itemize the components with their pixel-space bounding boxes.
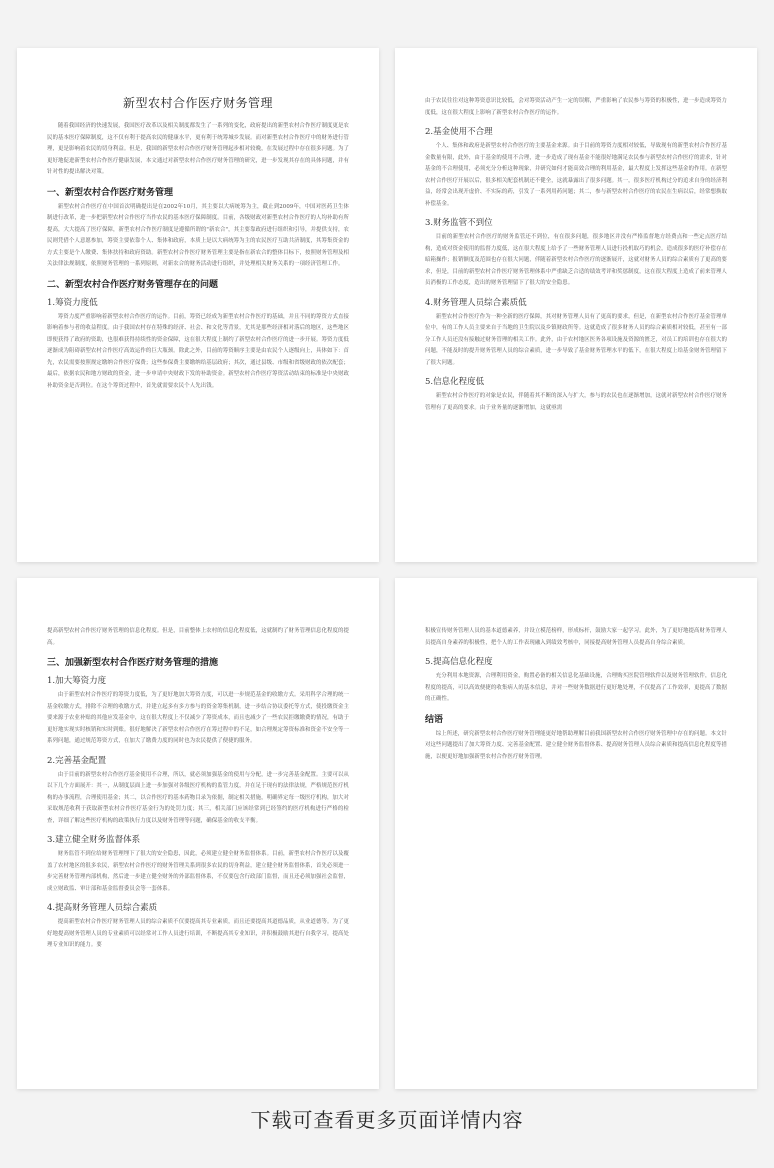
section-heading: 一、新型农村合作医疗财务管理 xyxy=(47,187,174,198)
document-page-2 xyxy=(395,48,757,562)
paragraph: 新型农村合作医疗的对象是农民，伴随着其不断的深入与扩大，参与的农民也在逐渐增加，这就对新型农村合作医疗财务管理有了更高的要求。由于业务量的逐渐增加，这就亟需 xyxy=(425,393,727,411)
paragraph: 新型农村合作医疗作为一种全新的医疗保障，其对财务管理人员有了更高的要求，但是，在新型农村合作医疗基金管理单位中，有的工作人员主要来自于当地的卫生院以及乡镇财政所等。这就造成了很多财务人员的综合素质相对较低，甚至有一部分工作人员还没有接触过财务管理的相关工作。此外，由于农村地区医务各项设施及资源的匮乏，对员工的培训也存在很大的问题，不能及时的提升财务管理人员的综合素质，进一步导致了基金财务管理水平的低下，在很大程度上给基金财务管理留下了很大问题。 xyxy=(425,313,727,366)
subsection-heading: 3.建立健全财务监督体系 xyxy=(47,835,141,845)
subsection-heading: 2.基金使用不合理 xyxy=(425,127,493,137)
paragraph: 充分利用本地资源，合理利用资金，购置必备的相关信息化基础设施，合理购买医院管理软件以及财务管理软件，信息化程度的提高，可以高效便捷的收集病人的基本信息，并对一些财务数据进行更好地处理，不仅提高了工作效率，更提高了数据的正确性。 xyxy=(425,673,727,702)
document-title: 新型农村合作医疗财务管理 xyxy=(122,96,273,110)
paragraph: 提高新型农村合作医疗财务管理人员的综合素质不仅要提高其专业素质，而且还要提高其道德品质，从业道德等。为了更好地提高财务管理人员的专业素质可以经常对工作人员进行培训，不断提高其专业知识，并积极鼓励其进行自我学习，提高处理专业知识的能力。要 xyxy=(47,919,349,948)
paragraph: 财务监管不到位给财务管理埋下了很大的安全隐患，因此，必须建立健全财务监督体系。目前，新型农村合作医疗以及覆盖了农村地区的很多农民，新型农村合作医疗的财务管理关系到很多农民的切身利益，建立健全财务监督体系，首先必须进一步完善财务管理内部机构，然后进一步建立健全财务的外部监督体系，不仅要包含行政部门监督，而且还必须加强社会监督，成立财政监、审计部和基金监督委员会等一套体系。 xyxy=(47,851,349,892)
paragraph: 由于目前的新型农村合作医疗基金使用不合理，所以，就必须加强基金的使用与分配，进一步完善基金配置。主要可以从以下几个方面展开：其一，从制度层面上进一步加强对各级医疗机构的监管力度，并在足于现有的法律法规，严格规范医疗机构的办事流程，合理使用基金；其二，以合作医疗的基本药物目录为依据，制定相关措施，明确界定每一级医疗机构，加大对采取规范收利于获取新型农村合作医疗基金行为的处罚力度；其三，相关部门应该经常到已经签约的医疗机构进行严格的检查，详细了解这些医疗机构的政策执行力度以及财务管理等问题，确保基金的收支平衡。 xyxy=(47,771,349,824)
paragraph: 由于农民往往对这种筹资意识比较低，会对筹资活动产生一定的误解，严重影响了农民参与筹资的积极性，进一步造成筹资力度低，这在很大程度上影响了新型农村合作医疗的运作。 xyxy=(425,98,727,116)
paragraph: 目前的新型农村合作医疗的财务监管还不到位，有在很多问题，很多地区并没有严格监督地方经费点和一些定点医疗结构，造成对资金使用的监督力度低，这在很大程度上给予了一些财务管理人员进行投机取巧的机会，造成很多的医疗补偿存在暗箱操作；报销额度及范围也存在很大问题，伴随着新型农村合作医疗的逐渐展开，这就对财务人员的综合素质有了更高的要求，但是，目前的新型农村合作医疗财务管理体系中严重缺乏合适的绩效考评和奖惩制度，这在很大程度上造成了前来管理人员消极的工作态度，造出的财务管理留下了很大的安全隐患。 xyxy=(425,234,727,286)
subsection-heading: 4.财务管理人员综合素质低 xyxy=(425,297,527,308)
section-heading: 三、加强新型农村合作医疗财务管理的措施 xyxy=(47,658,219,668)
subsection-heading: 4.提高财务管理人员综合素质 xyxy=(47,903,158,913)
subsection-heading: 5.提高信息化程度 xyxy=(425,657,493,667)
document-page-3 xyxy=(17,578,379,1089)
paragraph: 提高新型农村合作医疗财务管理的信息化程度。但是，目前整体上农村的信息化程度低，这就制约了财务管理信息化程度的提高。 xyxy=(47,628,349,646)
subsection-heading: 3.财务监管不到位 xyxy=(425,218,493,228)
document-page-1 xyxy=(17,48,379,562)
section-heading: 二、新型农村合作医疗财务管理存在的问题 xyxy=(47,279,219,290)
paragraph: 筹资力度严重影响着新型农村合作医疗的运作。目前，筹资已经成为新型农村合作医疗的基础，并且不同的筹资方式直接影响着参与者的收益程度。由于我国农村存在特殊的经济、社会、和文化等背景，尤其是那些经济相对落后的地区，这些地区即便获得了政府的资助，也很难获得持续性的资金保障，这在很大程度上制约了新型农村合作医疗的进一步开展。筹资力度低逐渐成为阻碍新型农村合作医疗高效运作的巨大瓶颈。除此之外，目前的筹资顺序主要是由农民个人逐级向上，具体如下：首先，农民需要按照规定缴纳合作医疗保费；这些参保费主要缴纳给基层政府；其次，通过县级、市级和省级财政的依次配套；最后，依据农民和地方财政的资金，进一步申请中央财政下发的补助资金。新型农村合作医疗筹资活动结束的标准是中央财政补助资金是否到位。在这个筹资过程中，首先就需要农民个人先出钱。 xyxy=(47,313,349,389)
subsection-heading: 2.完善基金配置 xyxy=(47,755,107,766)
paragraph: 个人、集体和政府是新型农村合作医疗的主要基金来源。由于目前的筹资力度相对较低，导致现有的新型农村合作医疗基金数量有限，此外，由于基金的使用不合理，进一步造成了现有基金不能很好地满足农民参与新型农村合作医疗的需求，针对基金的不合理使用，必须充分分析这种现象，并研究如何才能高效合理的利用基金，最大程度上发挥这些基金的作用。在新型农村合作医疗开展以后，很多相关配套机制还不健全，这就暴露出了很多问题。其一，很多医疗机构过分的追求自身的经济利益，经常会出现开虚价、不实际的药，引发了一系列用药问题；其二，参与新型农村合作医疗的农民在生病以后，经常想换取补偿基金。 xyxy=(425,143,727,207)
paragraph: 新型农村合作医疗在中国首次明确提出是在2002年10月，其主要以大病统筹为主，截止到2009年，中国对医药卫生体制进行改革，进一步把新型农村合作医疗当作农民的基本医疗保障制度。目前，各级财政对新型农村合作医疗的人均补助有所提高，大大提高了医疗保障，新型农村合作医疗制度是遵循所谓的"新农合"，其主要靠政府进行组织和引导，并提供支持，农民则凭借个人意愿参加，筹资主要依靠个人、集体和政府，本质上是以大病统筹为主的农民医疗互助共济制度，其筹集资金的方式主要是个人缴费、集体扶持和政府资助。新型农村合作医疗财务管理主要是指在新农合的整体目标下，按照财务管理及相关法律法规制度，依照财务管理的一系列原则，对新农合的财务活动进行组织，并处理相关财务关系的一项经济管理工作。 xyxy=(47,203,349,267)
download-more-prompt[interactable]: 下载可查看更多页面详情内容 xyxy=(250,1108,524,1132)
paragraph: 由于新型农村合作医疗的筹资力度低，为了更好地加大筹资力度，可以进一步规范基金的收缴方式。采用科学合理的统一基金收缴方式，排除不合理的收缴方式，并建立起多有多方参与的资金筹集机制，进一步结合协议委托等方式，使投缴资金主要来源于农业补贴的其他应发基金中，这在很大程度上不仅减少了筹资成本，而且也减少了一些农民拒缴缴费的情况，有助于更好地实现实时核销和实时到账。很好地解决了新型农村合作医疗在筹过程中的不足，如合理规定筹资标准和资金不安全等一系列问题，通过规范筹资方式，在加大了缴费力度的同时也为农民提供了便捷的服务。 xyxy=(47,692,349,744)
subsection-heading: 5.信息化程度低 xyxy=(425,377,485,387)
paragraph: 积极宣传财务管理人员的基本道德素养，并设立模范榜样，形成标杆，鼓励大家一起学习。此外，为了更好地提高财务管理人员提高自身素养的积极性，把个人的工作表现融入到绩效考核中，同接提高财务管理人员提高自身综合素质。 xyxy=(425,628,727,646)
document-page-4 xyxy=(395,578,757,1089)
subsection-heading: 1.筹资力度低 xyxy=(47,297,98,308)
paragraph: 综上所述，研究新型农村合作医疗财务管理能更好地帮助理解目前我国新型农村合作医疗财务管理中存在的问题。本文针对这些问题提出了加大筹资力度、完善基金配置、建立健全财务监督体系、提高财务管理人员综合素质和提高信息化程度等措施，以便更好地加强新型农村合作医疗财务管理。 xyxy=(425,730,727,760)
subsection-heading: 1.加大筹资力度 xyxy=(47,676,107,686)
paragraph: 随着我国经济的快速发展，我国医疗改革以及相关制度都发生了一系列的变化，政府提出的新型农村合作医疗制度更是农民的基本医疗保障制度，这不仅有利于提高农民的健康水平，更有利于统筹城乡发展。而对新型农村合作医疗中的财务进行管理，更是影响着农民的切身利益。但是，我国的新型农村合作医疗财务管理起步相对较晚，在发展过程中存在很多问题。为了更好地促进新型农村合作医疗健康发展，本文通过对新型农村合作医疗财务管理的研究，进一步发现其存在的具体问题，并有针对性的提出解决对策。 xyxy=(47,123,349,175)
section-heading: 结语 xyxy=(425,714,444,725)
